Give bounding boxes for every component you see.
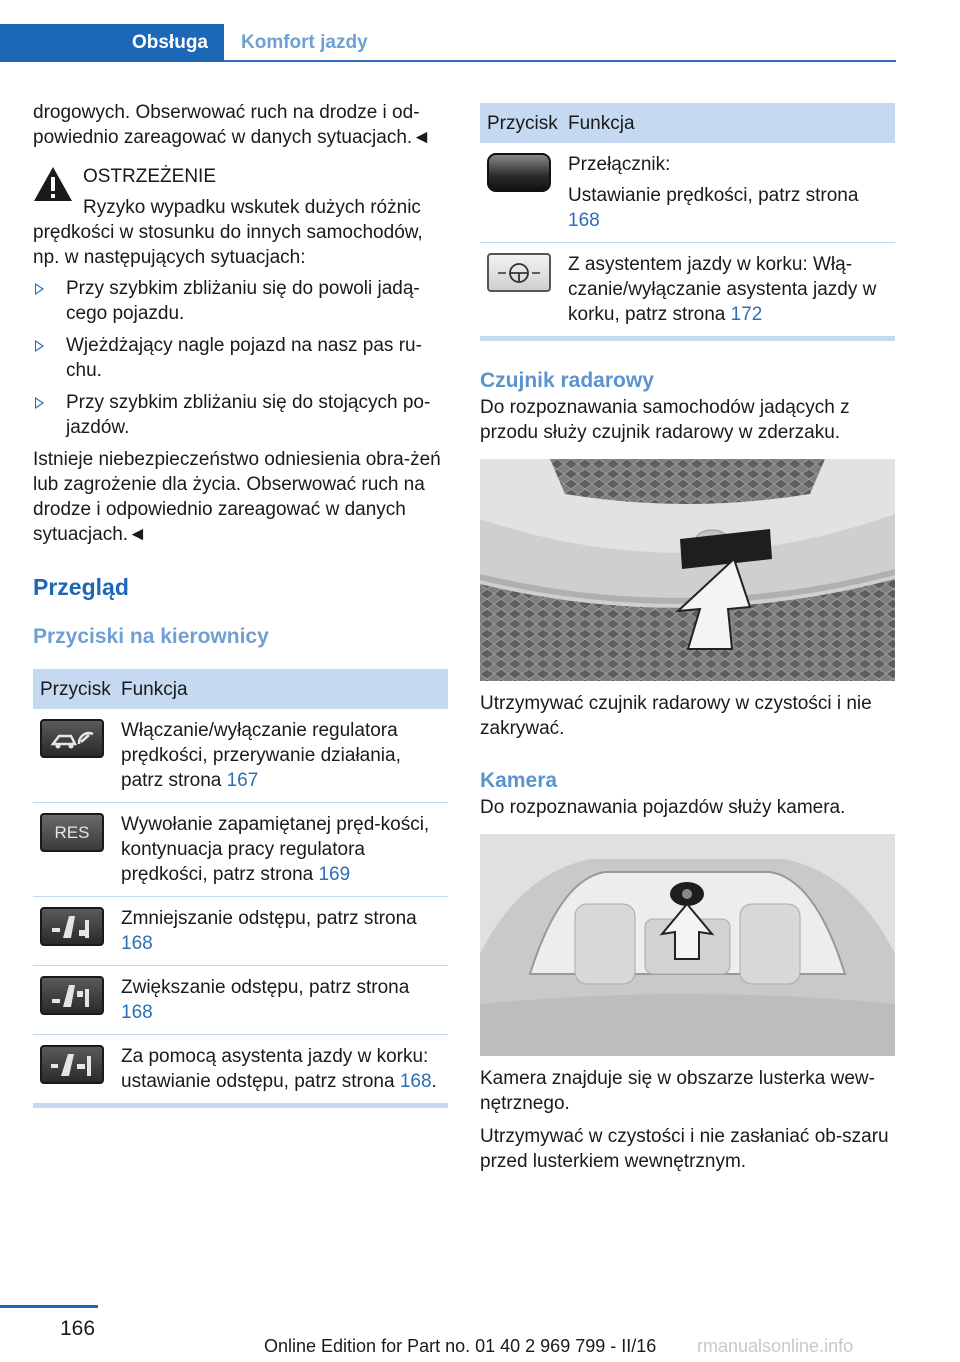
distance-increase-icon [40,976,104,1015]
table-row [480,143,895,243]
rocker-switch-icon [487,153,551,192]
tab-komfort-jazdy[interactable]: Komfort jazdy [241,32,368,53]
table-row [33,1035,448,1104]
camera-note-location: Kamera znajduje się w obszarze lusterka wew-nętrznego. [480,1068,875,1114]
page-link[interactable]: 169 [318,864,351,885]
page-number: 166 [60,1317,96,1340]
column-header-button: Przycisk [33,669,121,709]
column-header-function: Funkcja [568,103,895,143]
table-end-rule [33,1103,448,1108]
table-end-rule [480,336,895,341]
radar-sensor-photo [480,459,895,681]
traffic-jam-distance-icon [40,1045,104,1084]
bullet-arrow-icon [35,340,44,352]
page-link[interactable]: 168 [121,933,153,954]
warning-triangle-icon [33,166,73,202]
warning-text: Ryzyko wypadku wskutek dużych różnic prędkości w stosunku do innych samochodów, np. w następujących sytuacjach: [33,197,423,268]
table-row [33,897,448,966]
function-text: Za pomocą asystenta jazdy w korku: ustawianie odstępu, patrz strona 168. [121,1046,437,1092]
watermark-text: rmanualsonline.info [697,1336,854,1356]
right-column [480,103,895,1182]
radar-note: Utrzymywać czujnik radarowy w czystości i nie zakrywać. [480,693,872,739]
column-header-button: Przycisk [480,103,568,143]
table-row [33,966,448,1035]
warning-title: OSTRZEŻENIE [83,166,217,187]
left-column [33,100,448,1108]
header-bar [0,24,896,62]
edition-text: Online Edition for Part no. 01 40 2 969 799 - II/16 [264,1336,657,1356]
table-row [480,243,895,337]
radar-description: Do rozpoznawania samochodów jadących z przodu służy czujnik radarowy w zderzaku. [480,397,850,443]
subsection-title-buttons: Przyciski na kierownicy [33,625,269,648]
camera-photo [480,834,895,1056]
page-link[interactable]: 167 [226,770,259,791]
warning-outro: Istnieje niebezpieczeństwo odniesienia obra-żeń lub zagrożenie dla życia. Obserwować ruch na drodze i odpowiednio zareagować w danych sytuacjach.◄ [33,449,441,545]
function-text: Zmniejszanie odstępu, patrz strona 168 [121,897,448,966]
page-link[interactable]: 172 [730,304,763,325]
intro-paragraph: drogowych. Obserwować ruch na drodze i od-powiednio zareagować w danych sytuacjach.◄ [33,102,431,148]
list-item: Przy szybkim zbliżaniu się do powoli jadą-cego pojazdu. [33,276,448,326]
column-header-function: Funkcja [121,669,448,709]
table-row [33,803,448,897]
steering-buttons-table-continued [480,103,895,336]
page-link[interactable]: 168 [568,210,600,231]
warning-block [33,164,448,547]
section-title-camera: Kamera [480,769,558,792]
section-title-radar: Czujnik radarowy [480,369,654,392]
table-row [33,709,448,803]
function-text: Włączanie/wyłączanie regulatora prędkości, przerywanie działania, patrz strona 167 [121,709,448,803]
section-title-overview: Przegląd [33,574,129,600]
page-link[interactable]: 168 [121,1002,153,1023]
function-text: Wywołanie zapamiętanej pręd-kości, kontynuacja pracy regulatora prędkości, patrz strona 169 [121,803,448,897]
camera-note-clean: Utrzymywać w czystości i nie zasłaniać ob-szaru przed lusterkiem wewnętrznym. [480,1126,889,1172]
warning-list [33,276,448,440]
traffic-jam-assistant-icon [487,253,551,292]
bullet-arrow-icon [35,397,44,409]
steering-buttons-table [33,669,448,1103]
function-text: Zwiększanie odstępu, patrz strona 168 [121,966,448,1035]
res-button-icon: RES [40,813,104,852]
page-link[interactable]: 168 [399,1071,432,1092]
cruise-control-icon [40,719,104,758]
list-item: Wjeżdżający nagle pojazd na nasz pas ru-chu. [33,333,448,383]
bullet-arrow-icon [35,283,44,295]
list-item: Przy szybkim zbliżaniu się do stojących po-jazdów. [33,390,448,440]
camera-description: Do rozpoznawania pojazdów służy kamera. [480,797,846,818]
footer-rule [0,1305,98,1308]
tab-obsluga[interactable]: Obsługa [0,24,224,62]
function-text: Z asystentem jazdy w korku: Włą-czanie/wyłączanie asystenta jazdy w korku, patrz strona 172 [568,254,877,325]
function-text: Przełącznik: Ustawianie prędkości, patrz strona 168 [568,143,895,243]
distance-decrease-icon [40,907,104,946]
